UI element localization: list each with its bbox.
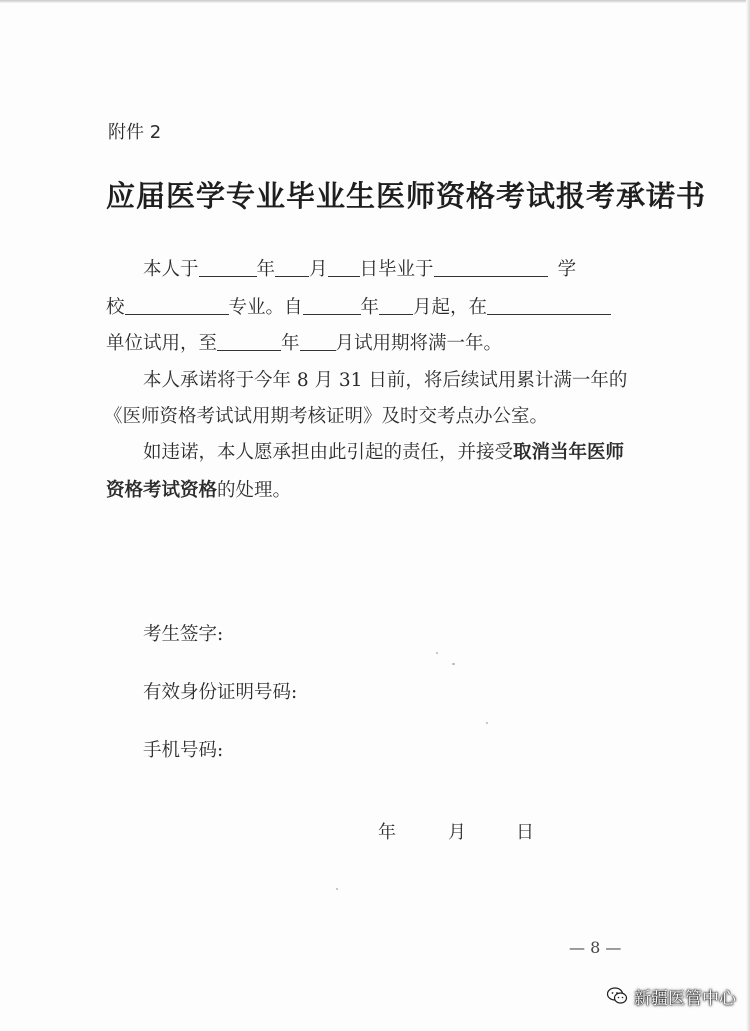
para3-line1 (143, 440, 624, 466)
attachment-label: 附件 2 (108, 122, 162, 143)
para1-text: 单位试用，至 (106, 333, 218, 354)
para1-text: 学 (557, 259, 577, 280)
para1-line3 (106, 330, 502, 356)
para3-text: 如违诺，本人愿承担由此引起的责任，并接受 (143, 442, 514, 463)
grad-year-blank (199, 256, 257, 277)
scan-speck (336, 888, 338, 890)
para1-text: 本人于 (143, 259, 199, 280)
date-year: 年 (378, 822, 396, 843)
para1-text: 月起，在 (413, 297, 488, 318)
scan-edge-right (746, 0, 750, 1031)
page-number: — 8 — (569, 938, 622, 957)
scan-edge-top (0, 0, 750, 3)
employer-blank (487, 294, 611, 315)
para1-text: 年 (281, 333, 300, 354)
scan-speck (486, 722, 488, 724)
para1-text: 年 (256, 259, 276, 280)
school-blank (434, 256, 548, 277)
para3-line2 (106, 478, 291, 504)
id-number-label: 有效身份证明号码: (143, 682, 298, 703)
wechat-icon (606, 986, 628, 1006)
para3-text: 的处理。 (217, 480, 292, 501)
start-month-blank (379, 294, 413, 315)
major-blank (125, 294, 229, 315)
para1-line1 (143, 256, 576, 282)
watermark (606, 985, 736, 1007)
para1-line2 (106, 294, 611, 320)
scan-speck (436, 652, 438, 654)
phone-label: 手机号码: (143, 740, 224, 761)
date-month: 月 (448, 822, 466, 843)
watermark-text: 新疆医管中心 (634, 988, 736, 1009)
start-year-blank (303, 294, 361, 315)
para1-text: 日毕业于 (359, 259, 434, 280)
scan-speck (452, 663, 455, 665)
signature-label: 考生签字: (143, 624, 224, 645)
para1-text: 月试用期将满一年。 (335, 333, 503, 354)
para1-text: 专业。自 (228, 297, 303, 318)
para3-bold-text: 资格考试资格 (106, 480, 218, 501)
para3-bold-text: 取消当年医师 (513, 442, 625, 463)
para2-line1: 本人承诺将于今年 8 月 31 日前，将后续试用累计满一年的 (143, 370, 628, 391)
grad-day-blank (328, 256, 360, 277)
date-day: 日 (516, 822, 534, 843)
end-month-blank (300, 330, 336, 351)
grad-month-blank (275, 256, 309, 277)
document-title: 应届医学专业毕业生医师资格考试报考承诺书 (106, 179, 707, 213)
para2-line2: 《医师资格考试试用期考核证明》及时交考点办公室。 (104, 406, 549, 427)
end-year-blank (217, 330, 281, 351)
para1-text: 月 (309, 259, 328, 280)
para1-text: 年 (360, 297, 380, 318)
para1-text: 校 (106, 297, 125, 318)
